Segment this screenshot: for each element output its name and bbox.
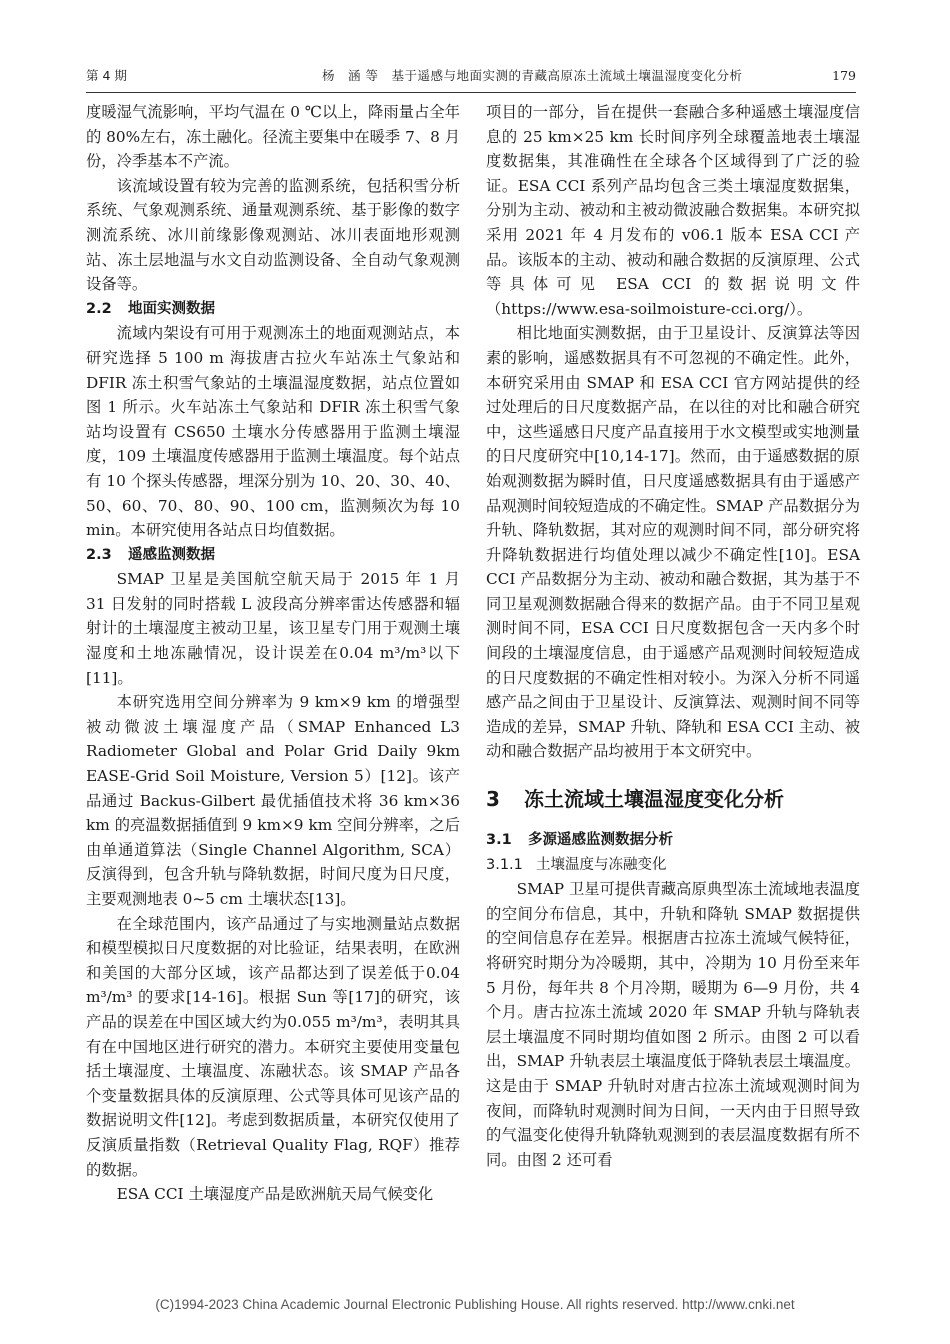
section-heading-3-1: 3.1 多源遥感监测数据分析 [486, 832, 673, 849]
section-heading-3: 3 冻土流域土壤温湿度变化分析 [486, 787, 784, 812]
paragraph: 相比地面实测数据，由于卫星设计、反演算法等因素的影响，遥感数据具有不可忽视的不确定性。此外，本研究采用由 SMAP 和 ESA CCI 官方网站提供的经过处理后的日尺度数据产品，在以往的对比和融合研究中，这些遥感日尺度产品直接用于水文模型或实地测量的日尺度研究中[10,14-17]。然而，由于遥感数据的原始观测数据为瞬时值，日尺度遥感数据具有由于遥感产品观测时间较短造成的不确定性。SMAP 产品数据分为升轨、降轨数据，其对应的观测时间不同，部分研究将升降轨数据进行均值处理以减少不确定性[10]。ESA CCI 产品数据分为主动、被动和融合数据，其为基于不同卫星观测数据融合得来的数据产品。由于不同卫星观测时间不同，ESA CCI 日尺度数据包含一天内多个时间段的土壤湿度信息，由于遥感产品观测时间较短造成的日尺度数据的不确定性相对较小。为深入分析不同遥感产品之间由于卫星设计、反演算法、观测时间不同等造成的差异，SMAP 升轨、降轨和 ESA CCI 主动、被动和融合数据产品均被用于本文研究中。 [486, 324, 860, 761]
section-heading-2-2: 2.2 地面实测数据 [86, 300, 215, 317]
paragraph: SMAP 卫星可提供青藏高原典型冻土流域地表温度的空间分布信息，其中，升轨和降轨 SMAP 数据提供的空间信息存在差异。根据唐古拉冻土流域气候特征，将研究时期分为冷暖期，其中，冷期为 10 月份至来年 5 月份，每年共 8 个月冷期，暖期为 6—9 月份，共 4 个月。唐古拉冻土流域 2020 年 SMAP 升轨与降轨表层土壤温度不同时期均值如图 2 所示。由图 2 可以看出，SMAP 升轨表层土壤温度低于降轨表层土壤温度。这是由于 SMAP 升轨时对唐古拉冻土流域观测时间为夜间，而降轨时观测时间为日间，一天内由于日照导致的气温变化使得升轨降轨观测到的表层温度数据有所不同。由图 2 还可看 [486, 880, 860, 1169]
paragraph: 本研究选用空间分辨率为 9 km×9 km 的增强型被动微波土壤湿度产品（SMAP Enhanced L3 Radiometer Global and Polar Grid Daily 9km EASE-Grid Soil Moisture, Version 5）[12]。该产品通过 Backus-Gilbert 最优插值技术将 36 km×36 km 的亮温数据插值到 9 km×9 km 空间分辨率，之后由单通道算法（Single Channel Algorithm, SCA）反演得到，包含升轨与降轨数据，时间尺度为日尺度，主要观测地表 0~5 cm 土壤状态[13]。 [86, 693, 460, 908]
page-header [86, 62, 856, 90]
paragraph: 度暖湿气流影响，平均气温在 0 ℃以上，降雨量占全年的 80%左右，冻土融化。径流主要集中在暖季 7、8 月份，冷季基本不产流。 [86, 103, 460, 171]
paragraph: ESA CCI 土壤湿度产品是欧洲航天局气候变化 [116, 1185, 434, 1204]
section-heading-3-1-1: 3.1.1 土壤温度与冻融变化 [486, 856, 667, 873]
section-heading-2-3: 2.3 遥感监测数据 [86, 546, 215, 563]
paragraph: 在全球范围内，该产品通过了与实地测量站点数据和模型模拟日尺度数据的对比验证，结果表明，在欧洲和美国的大部分区域，该产品都达到了误差低于0.04 m³/m³ 的要求[14-16]。根据 Sun 等[17]的研究，该产品的误差在中国区域大约为0.055 m³/m³，表明其具有在中国地区进行研究的潜力。本研究主要使用变量包括土壤湿度、土壤温度、冻融状态。该 SMAP 产品各个变量数据具体的反演原理、公式等具体可见该产品的数据说明文件[12]。考虑到数据质量，本研究仅使用了反演质量指数（Retrieval Quality Flag, RQF）推荐的数据。 [86, 914, 460, 1179]
paragraph: SMAP 卫星是美国航空航天局于 2015 年 1 月 31 日发射的同时搭载 L 波段高分辨率雷达传感器和辐射计的土壤湿度主被动卫星，该卫星专门用于观测土壤湿度和土地冻融情况，设计误差在0.04 m³/m³以下[11]。 [86, 570, 460, 687]
issue-number: 第 4 期 [86, 68, 127, 83]
paragraph: 该流域设置有较为完善的监测系统，包括积雪分析系统、气象观测系统、通量观测系统、基于影像的数字测流系统、冰川前缘影像观测站、冰川表面地形观测站、冻土层地温与水文自动监测设备、全自动气象观测设备等。 [86, 176, 460, 294]
page-number: 179 [832, 68, 856, 83]
right-column [486, 100, 860, 1172]
running-title: 杨 涵 等 基于遥感与地面实测的青藏高原冻土流域土壤温湿度变化分析 [322, 68, 743, 83]
left-column [86, 100, 460, 1207]
header-rule [86, 92, 856, 93]
paragraph: 项目的一部分，旨在提供一套融合多种遥感土壤湿度信息的 25 km×25 km 长时间序列全球覆盖地表土壤湿度数据集，其准确性在全球各个区域得到了广泛的验证。ESA CCI 系列产品均包含三类土壤湿度数据集，分别为主动、被动和主被动微波融合数据集。本研究拟采用 2021 年 4 月发布的 v06.1 版本 ESA CCI 产品。该版本的主动、被动和融合数据的反演原理、公式等具体可见 ESA CCI 的数据说明文件（https://www.esa-soilmoisture-cci.org/）。 [486, 103, 860, 318]
paragraph: 流域内架设有可用于观测冻土的地面观测站点，本研究选择 5 100 m 海拔唐古拉火车站冻土气象站和 DFIR 冻土积雪气象站的土壤温湿度数据，站点位置如图 1 所示。火车站冻土气象站和 DFIR 冻土积雪气象站均设置有 CS650 土壤水分传感器用于监测土壤湿度，109 土壤温度传感器用于监测土壤温度。每个站点有 10 个探头传感器，埋深分别为 10、20、30、40、50、60、70、80、90、100 cm，监测频次为每 10 min。本研究使用各站点日均值数据。 [86, 324, 460, 540]
copyright-footer: (C)1994-2023 China Academic Journal Electronic Publishing House. All rights reserved. http://www.cnki.net [155, 1297, 795, 1312]
